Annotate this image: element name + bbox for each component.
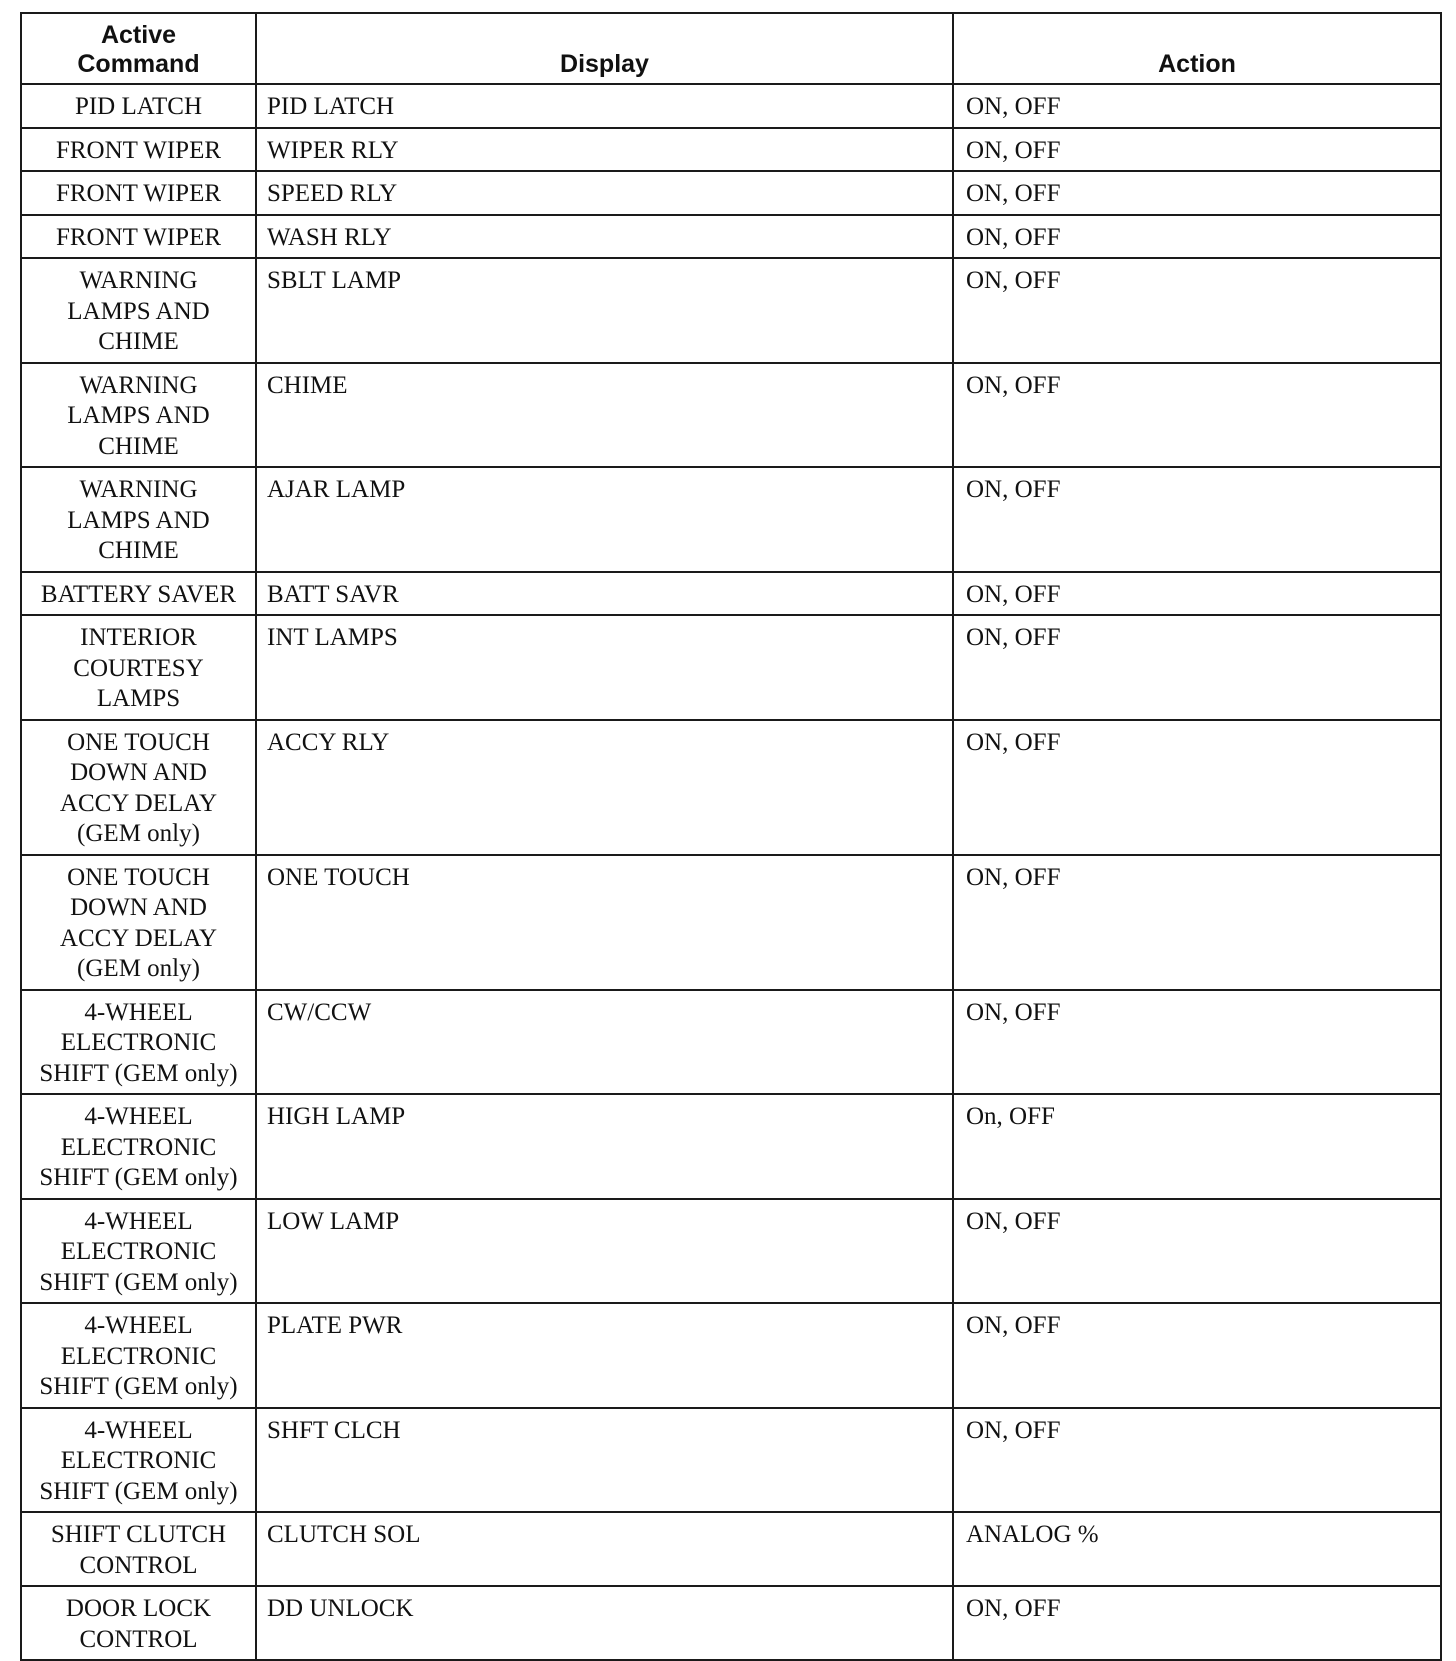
- cell-active-command: FRONT WIPER: [21, 128, 256, 172]
- cell-active-command: BATTERY SAVER: [21, 572, 256, 616]
- cell-action: ON, OFF: [953, 572, 1441, 616]
- cell-display: DD UNLOCK: [256, 1586, 953, 1660]
- cell-active-command: 4-WHEEL ELECTRONIC SHIFT (GEM only): [21, 990, 256, 1095]
- cell-display: BATT SAVR: [256, 572, 953, 616]
- cell-action: ON, OFF: [953, 258, 1441, 363]
- table-row: [21, 1094, 1441, 1199]
- cell-active-command: 4-WHEEL ELECTRONIC SHIFT (GEM only): [21, 1199, 256, 1304]
- cell-action: On, OFF: [953, 1094, 1441, 1199]
- cell-display: CW/CCW: [256, 990, 953, 1095]
- cell-active-command: FRONT WIPER: [21, 215, 256, 259]
- header-active-command: [21, 13, 256, 84]
- cell-action: ON, OFF: [953, 855, 1441, 990]
- cell-display: ONE TOUCH: [256, 855, 953, 990]
- table-row: [21, 720, 1441, 855]
- header-display: Display: [256, 13, 953, 84]
- cell-display: SHFT CLCH: [256, 1408, 953, 1513]
- table-row: [21, 258, 1441, 363]
- cell-action: ON, OFF: [953, 84, 1441, 128]
- table-row: [21, 1199, 1441, 1304]
- table-row: [21, 363, 1441, 468]
- cell-action: ON, OFF: [953, 1303, 1441, 1408]
- cell-active-command: WARNING LAMPS AND CHIME: [21, 467, 256, 572]
- active-command-table: [20, 12, 1442, 1661]
- cell-action: ON, OFF: [953, 1199, 1441, 1304]
- cell-display: INT LAMPS: [256, 615, 953, 720]
- cell-active-command: PID LATCH: [21, 84, 256, 128]
- cell-display: WIPER RLY: [256, 128, 953, 172]
- cell-active-command: WARNING LAMPS AND CHIME: [21, 363, 256, 468]
- cell-display: WASH RLY: [256, 215, 953, 259]
- table-row: [21, 855, 1441, 990]
- cell-action: ON, OFF: [953, 128, 1441, 172]
- cell-action: ON, OFF: [953, 215, 1441, 259]
- cell-action: ON, OFF: [953, 720, 1441, 855]
- cell-active-command: WARNING LAMPS AND CHIME: [21, 258, 256, 363]
- table-row: [21, 171, 1441, 215]
- cell-display: PLATE PWR: [256, 1303, 953, 1408]
- cell-active-command: ONE TOUCH DOWN AND ACCY DELAY (GEM only): [21, 720, 256, 855]
- table-row: [21, 1586, 1441, 1660]
- table-row: [21, 615, 1441, 720]
- cell-action: ON, OFF: [953, 990, 1441, 1095]
- cell-active-command: 4-WHEEL ELECTRONIC SHIFT (GEM only): [21, 1094, 256, 1199]
- cell-action: ON, OFF: [953, 1408, 1441, 1513]
- cell-active-command: ONE TOUCH DOWN AND ACCY DELAY (GEM only): [21, 855, 256, 990]
- table-row: [21, 1512, 1441, 1586]
- cell-active-command: FRONT WIPER: [21, 171, 256, 215]
- cell-active-command: DOOR LOCK CONTROL: [21, 1586, 256, 1660]
- cell-active-command: INTERIOR COURTESY LAMPS: [21, 615, 256, 720]
- cell-display: AJAR LAMP: [256, 467, 953, 572]
- cell-action: ON, OFF: [953, 171, 1441, 215]
- cell-display: LOW LAMP: [256, 1199, 953, 1304]
- cell-active-command: SHIFT CLUTCH CONTROL: [21, 1512, 256, 1586]
- cell-display: HIGH LAMP: [256, 1094, 953, 1199]
- header-action: Action: [953, 13, 1441, 84]
- cell-display: ACCY RLY: [256, 720, 953, 855]
- table-row: [21, 1303, 1441, 1408]
- table-row: [21, 572, 1441, 616]
- cell-display: CHIME: [256, 363, 953, 468]
- cell-active-command: 4-WHEEL ELECTRONIC SHIFT (GEM only): [21, 1408, 256, 1513]
- table-row: [21, 84, 1441, 128]
- cell-action: ON, OFF: [953, 363, 1441, 468]
- table-row: [21, 990, 1441, 1095]
- header-row: [21, 13, 1441, 84]
- cell-display: PID LATCH: [256, 84, 953, 128]
- cell-display: SPEED RLY: [256, 171, 953, 215]
- cell-display: SBLT LAMP: [256, 258, 953, 363]
- table-row: [21, 128, 1441, 172]
- cell-active-command: 4-WHEEL ELECTRONIC SHIFT (GEM only): [21, 1303, 256, 1408]
- cell-display: CLUTCH SOL: [256, 1512, 953, 1586]
- table-row: [21, 467, 1441, 572]
- cell-action: ON, OFF: [953, 615, 1441, 720]
- header-active-command-text: Active Command: [77, 21, 200, 78]
- table-row: [21, 1408, 1441, 1513]
- cell-action: ANALOG %: [953, 1512, 1441, 1586]
- cell-action: ON, OFF: [953, 1586, 1441, 1660]
- table-row: [21, 215, 1441, 259]
- cell-action: ON, OFF: [953, 467, 1441, 572]
